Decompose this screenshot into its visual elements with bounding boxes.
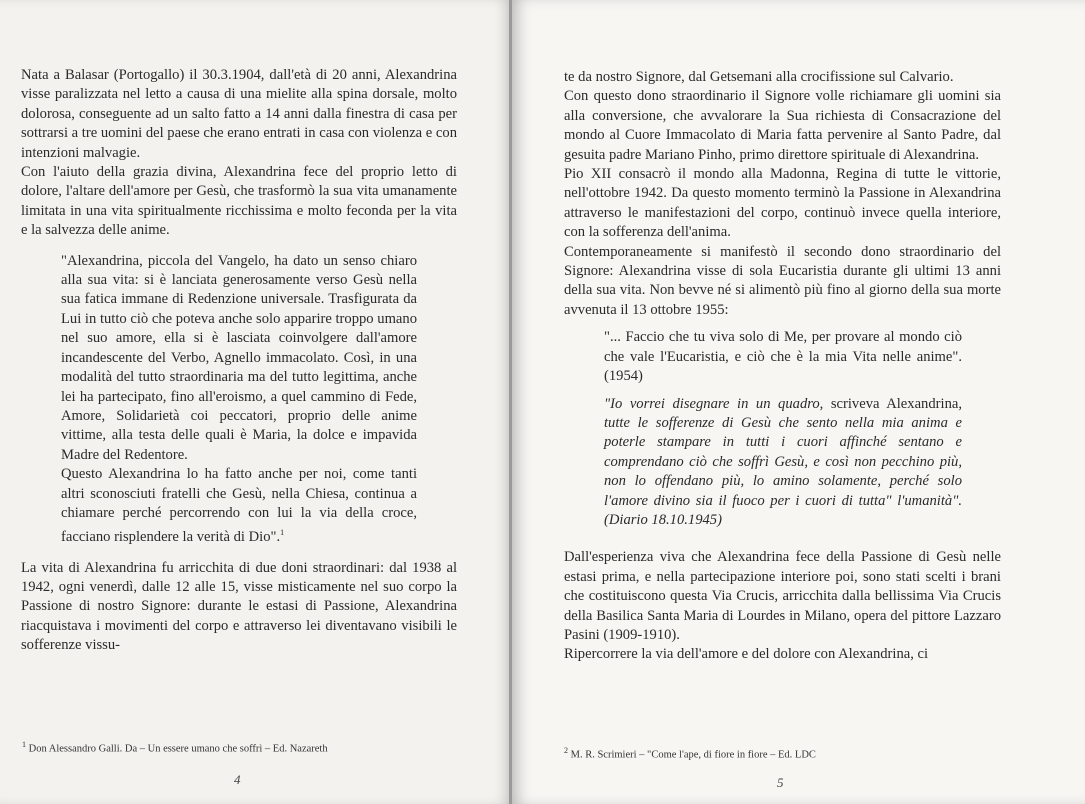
right-page-number: 5: [777, 775, 784, 790]
left-paragraph-2: Con l'aiuto della grazia divina, Alexandrina fece del proprio letto di dolore, l'altare dell'amore per Gesù, che trasformò la sua vita umanamente limitata in una vita spiritualmente ricchissima e molto feconda per la vita e la salvezza delle anime.: [21, 164, 457, 239]
right-paragraph-6: Ripercorrere la via dell'amore e del dolore con Alexandrina, ci: [564, 646, 929, 663]
right-footnote-text: M. R. Scrimieri – "Come l'ape, di fiore in fiore – Ed. LDC: [570, 749, 816, 761]
left-blockquote: [61, 252, 417, 548]
left-footnote-text: Don Alessandro Galli. Da – Un essere umano che soffrì – Ed. Nazareth: [28, 743, 328, 755]
right-paragraph-3: Pio XII consacrò il mondo alla Madonna, Regina di tutte le vittorie, nell'ottobre 1942. Da questo momento terminò la Passione in Alexandrina attraverso le manifestazioni del corpo, continuò invece quella interiore, con la sofferenza dell'anima.: [564, 166, 1001, 241]
right-footnote-marker: 2: [564, 746, 568, 755]
right-quote-2: [604, 395, 962, 531]
left-footnote-marker: 1: [22, 740, 26, 749]
footnote-ref-1: 1: [280, 528, 285, 538]
right-quote-2-c: tutte le sofferenze di Gesù che sento nella mia anima e poterle stampare in tutti i cuori affinché sentano e comprendano ciò che soffrì Gesù, e così non pecchino più, non lo offendano più, lo amino solamente, perché solo l'amore divino sia il fuoco per i cuori di tutta" l'umanità". (Diario 18.10.1945): [604, 414, 962, 528]
right-blockquote-2: [604, 395, 962, 531]
left-quote-1: "Alexandrina, piccola del Vangelo, ha dato un senso chiaro alla sua vita: si è lanciata generosamente verso Gesù nella sua fatica immane di Redenzione universale. Trasfigurata da Lui in tutto ciò che poteva anche solo apparire troppo umano nel suo amore, ella si è lasciata coinvolgere dall'amore incandescente del Verbo, Agnello immacolato. Così, in una modalità del tutto straordinaria ma del tutto legittima, anche lei ha partecipato, fino all'eroismo, a quel cammino di Fede, Amore, Solidarietà coi peccatori, proprio delle anime vittime, alla testa delle quali è Maria, la dolce e impavida Madre del Redentore.: [61, 252, 417, 463]
right-paragraph-2: Con questo dono straordinario il Signore volle richiamare gli uomini sia alla conversione, che avvalorare la Sua richiesta di Consacrazione del mondo al Cuore Immacolato di Maria fatta pervenire al Santo Padre, dal gesuita padre Mariano Pinho, primo direttore spirituale di Alexandrina.: [564, 88, 1001, 163]
left-footnote: [22, 740, 328, 755]
left-page-number: 4: [234, 772, 241, 787]
right-text-column: [564, 68, 1001, 665]
right-quote-1: "... Faccio che tu viva solo di Me, per provare al mondo ciò che vale l'Eucaristia, e ciò che è la mia Vita nelle anime". (1954): [604, 329, 962, 385]
left-page: [0, 0, 510, 804]
right-quote-2-a: "Io vorrei disegnare in un quadro,: [604, 395, 824, 412]
right-page: [512, 0, 1085, 804]
spacer: [564, 536, 1001, 548]
right-paragraph-4: Contemporaneamente si manifestò il secondo dono straordinario del Signore: Alexandrina visse di sola Eucaristia durante gli ultimi 13 anni della sua vita. Non bevve né si alimentò più fino al giorno della sua morte avvenuta il 13 ottobre 1955:: [564, 243, 1001, 318]
left-paragraph-1: Nata a Balasar (Portogallo) il 30.3.1904, dall'età di 20 anni, Alexandrina visse paralizzata nel letto a causa di una mielite alla spina dorsale, molto dolorosa, conseguente ad un salto fatto a 14 anni dalla finestra di casa per sottrarsi a tre uomini del paese che erano entrati in casa con violenza e con intenzioni malvagie.: [21, 67, 458, 161]
left-paragraph-3: La vita di Alexandrina fu arricchita di due doni straordinari: dal 1938 al 1942, ogni venerdì, dalle 12 alle 15, visse misticamente nel suo corpo la Passione di nostro Signore: durante le estasi di Passione, Alexandrina riacquistava i movimenti del corpo e attraverso lei diventavano visibili le sofferenze vissu-: [21, 559, 457, 654]
right-paragraph-1: te da nostro Signore, dal Getsemani alla crocifissione sul Calvario.: [564, 69, 954, 85]
left-quote-2-text: Questo Alexandrina lo ha fatto anche per noi, come tanti altri sconosciuti fratelli che Gesù, nella Chiesa, continua a chiamare perché percorrendo con lui la via della croce, facciano risplendere la verità di Dio".: [61, 466, 417, 546]
right-paragraph-5: Dall'esperienza viva che Alexandrina fece della Passione di Gesù nelle estasi prima, e nella partecipazione interiore poi, sono stati scelti i brani che costituiscono questa Via Crucis, arricchita dalla bellissima Via Crucis della Basilica Santa Maria di Lourdes in Milano, opera del pittore Lazzaro Pasini (1909-1910).: [564, 549, 1001, 643]
left-text-column: [21, 66, 457, 656]
right-blockquote-1: [604, 328, 962, 386]
left-quote-2: [61, 465, 417, 547]
right-quote-2-b: scriveva Alexandrina,: [823, 395, 962, 412]
right-footnote: [564, 746, 816, 761]
